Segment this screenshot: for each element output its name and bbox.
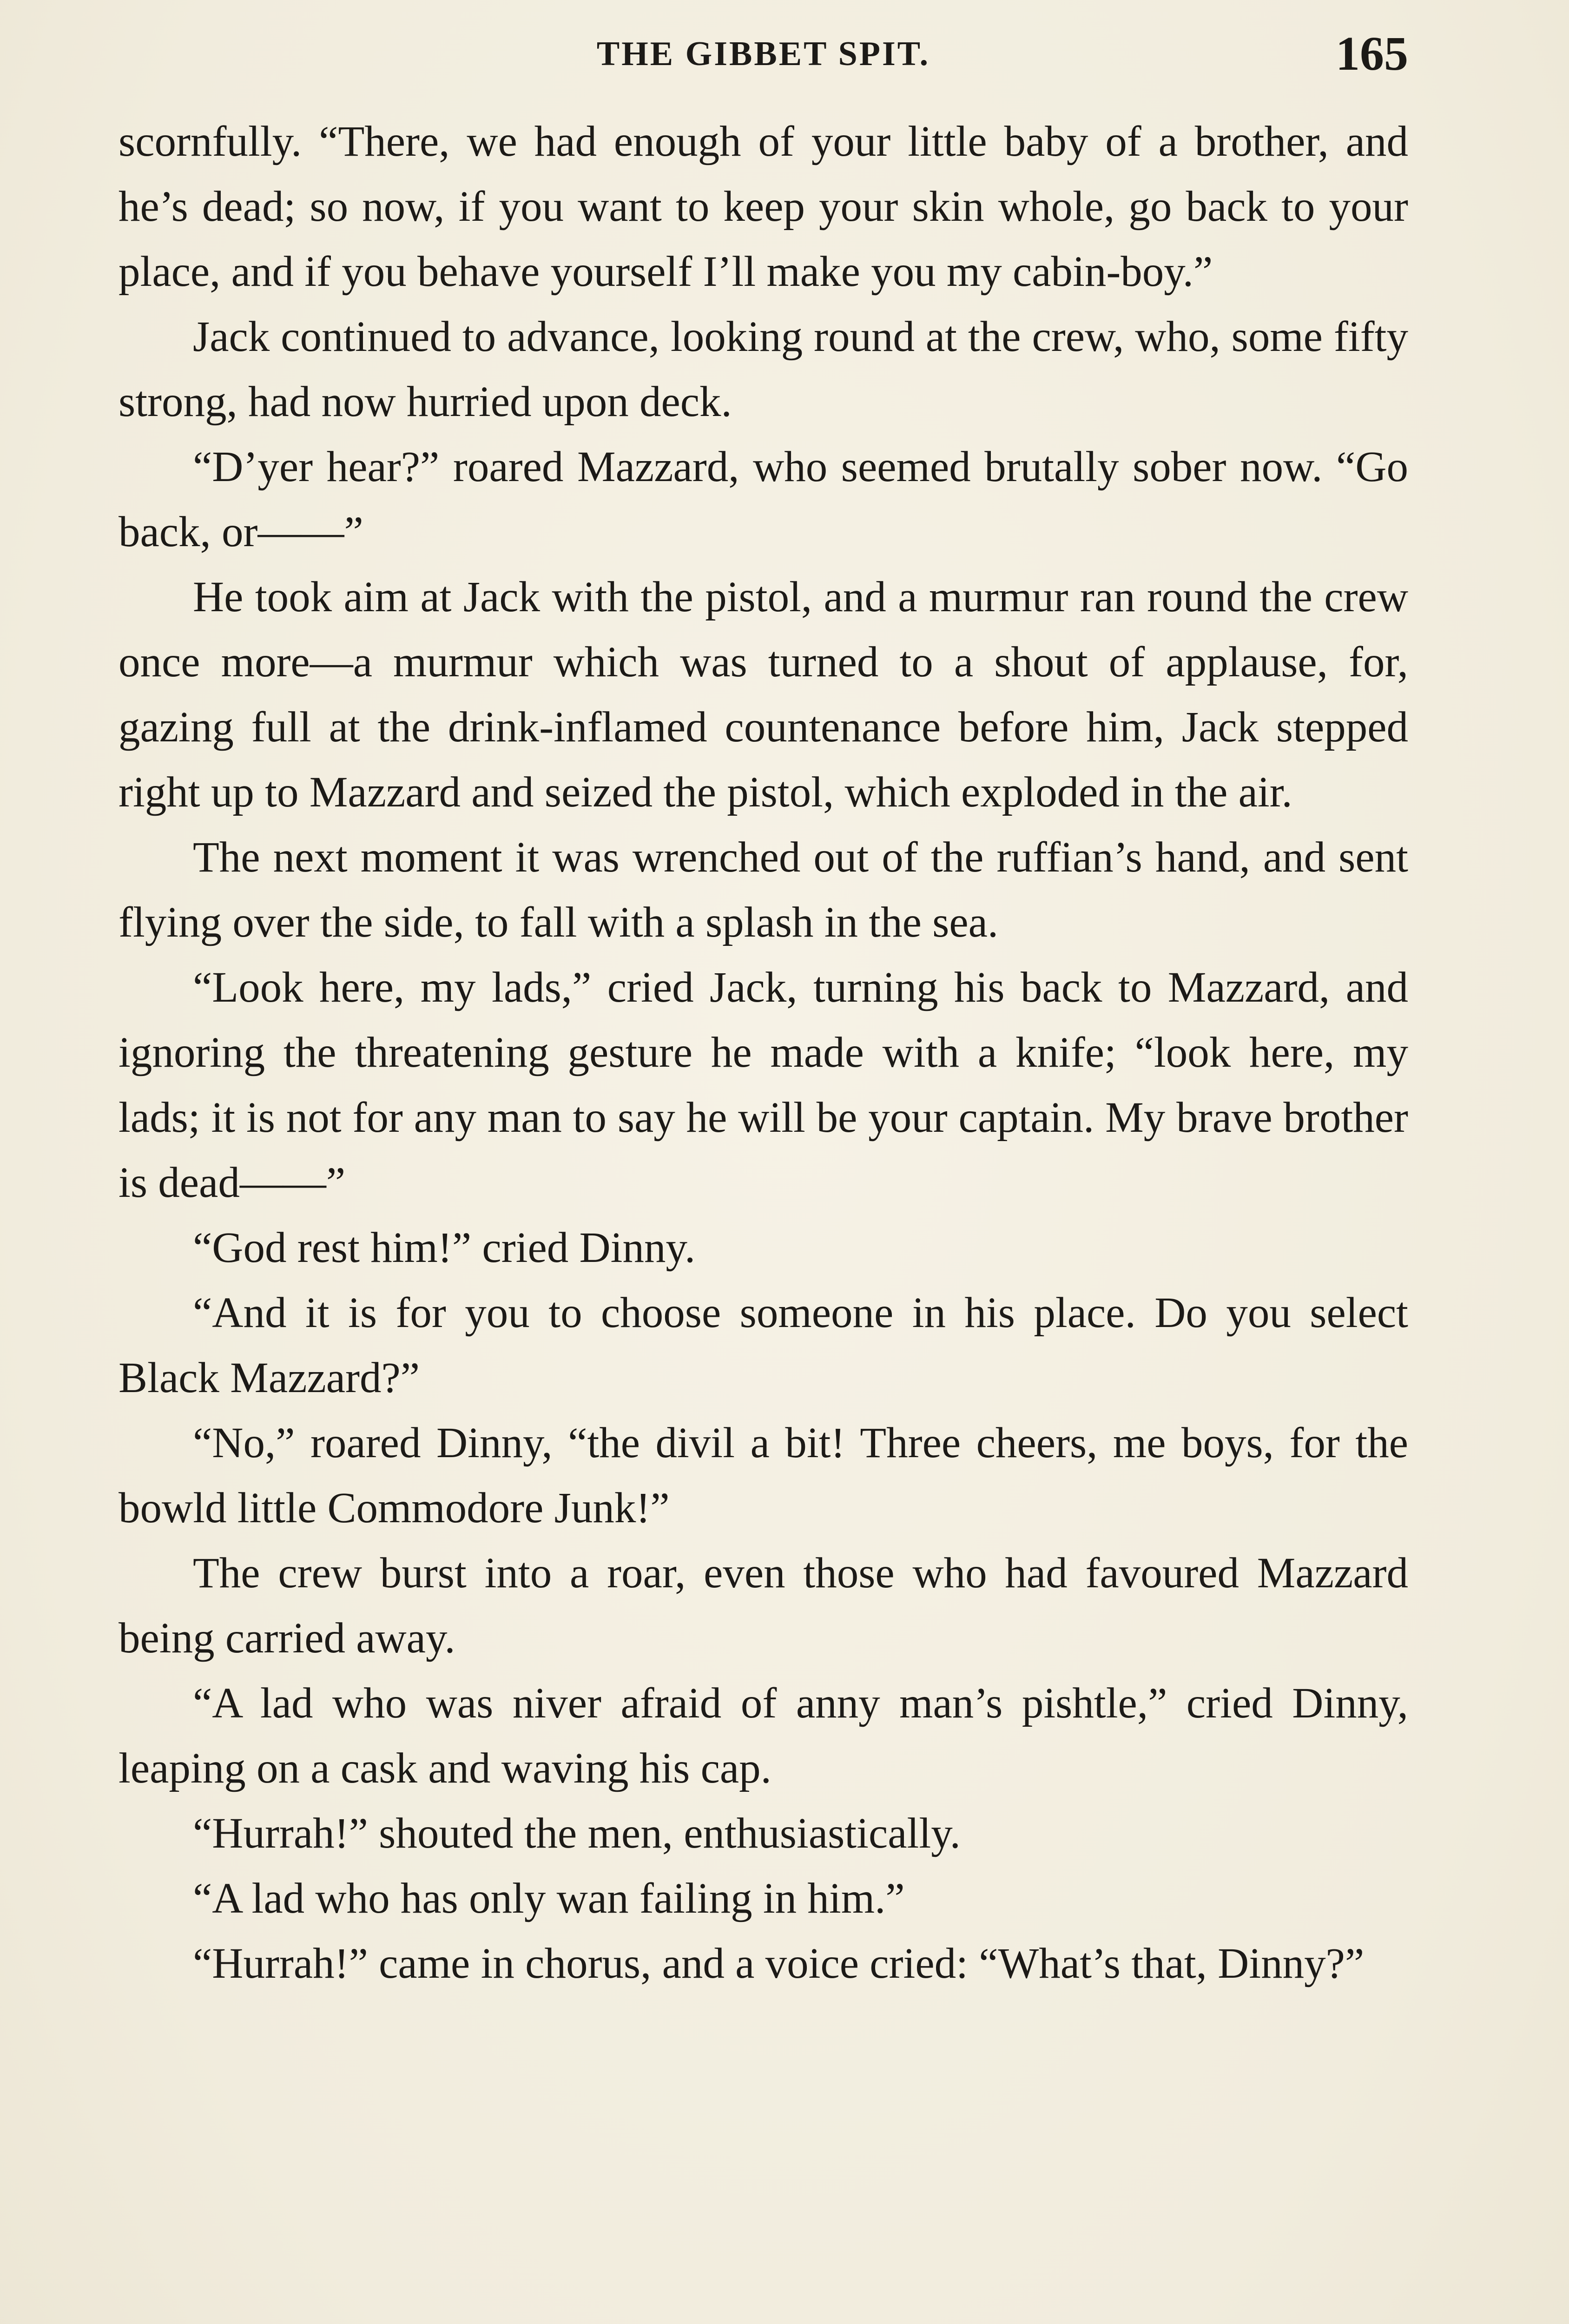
paragraph: “Look here, my lads,” cried Jack, turning his back to Mazzard, and ignoring the threatening gesture he made with a knife; “look here, my lads; it is not for any man to say he will be your captain. My brave brother is dead——”	[119, 964, 1408, 1207]
paragraph: scornfully. “There, we had enough of your little baby of a brother, and he’s dead; so now, if you want to keep your skin whole, go back to your place, and if you behave yourself I’ll make you my cabin-boy.”	[119, 118, 1408, 296]
body-text	[119, 109, 1408, 1996]
paragraph: Jack continued to advance, looking round at the crew, who, some fifty strong, had now hurried upon deck.	[119, 313, 1408, 426]
paragraph: “Hurrah!” shouted the men, enthusiastically.	[193, 1809, 961, 1857]
paragraph: “Hurrah!” came in chorus, and a voice cried: “What’s that, Dinny?”	[193, 1940, 1365, 1987]
paragraph: “No,” roared Dinny, “the divil a bit! Three cheers, me boys, for the bowld little Commodore Junk!”	[119, 1419, 1408, 1532]
paragraph: “A lad who has only wan failing in him.”	[193, 1875, 905, 1922]
paragraph: The crew burst into a roar, even those who had favoured Mazzard being carried away.	[119, 1549, 1408, 1662]
paragraph: The next moment it was wrenched out of the ruffian’s hand, and sent flying over the side, to fall with a splash in the sea.	[119, 833, 1408, 946]
paragraph: He took aim at Jack with the pistol, and a murmur ran round the crew once more—a murmur which was turned to a shout of applause, for, gazing full at the drink-inflamed countenance before him, Jack stepped right up to Mazzard and seized the pistol, which exploded in the air.	[119, 573, 1408, 816]
paragraph: “And it is for you to choose someone in his place. Do you select Black Mazzard?”	[119, 1289, 1408, 1402]
paragraph: “God rest him!” cried Dinny.	[193, 1224, 696, 1272]
page-number: 165	[1336, 27, 1408, 80]
running-head	[119, 26, 1408, 82]
paragraph: “A lad who was niver afraid of anny man’s pishtle,” cried Dinny, leaping on a cask and waving his cap.	[119, 1679, 1408, 1792]
paragraph: “D’yer hear?” roared Mazzard, who seemed brutally sober now. “Go back, or——”	[119, 443, 1408, 556]
running-title: THE GIBBET SPIT.	[596, 35, 930, 73]
